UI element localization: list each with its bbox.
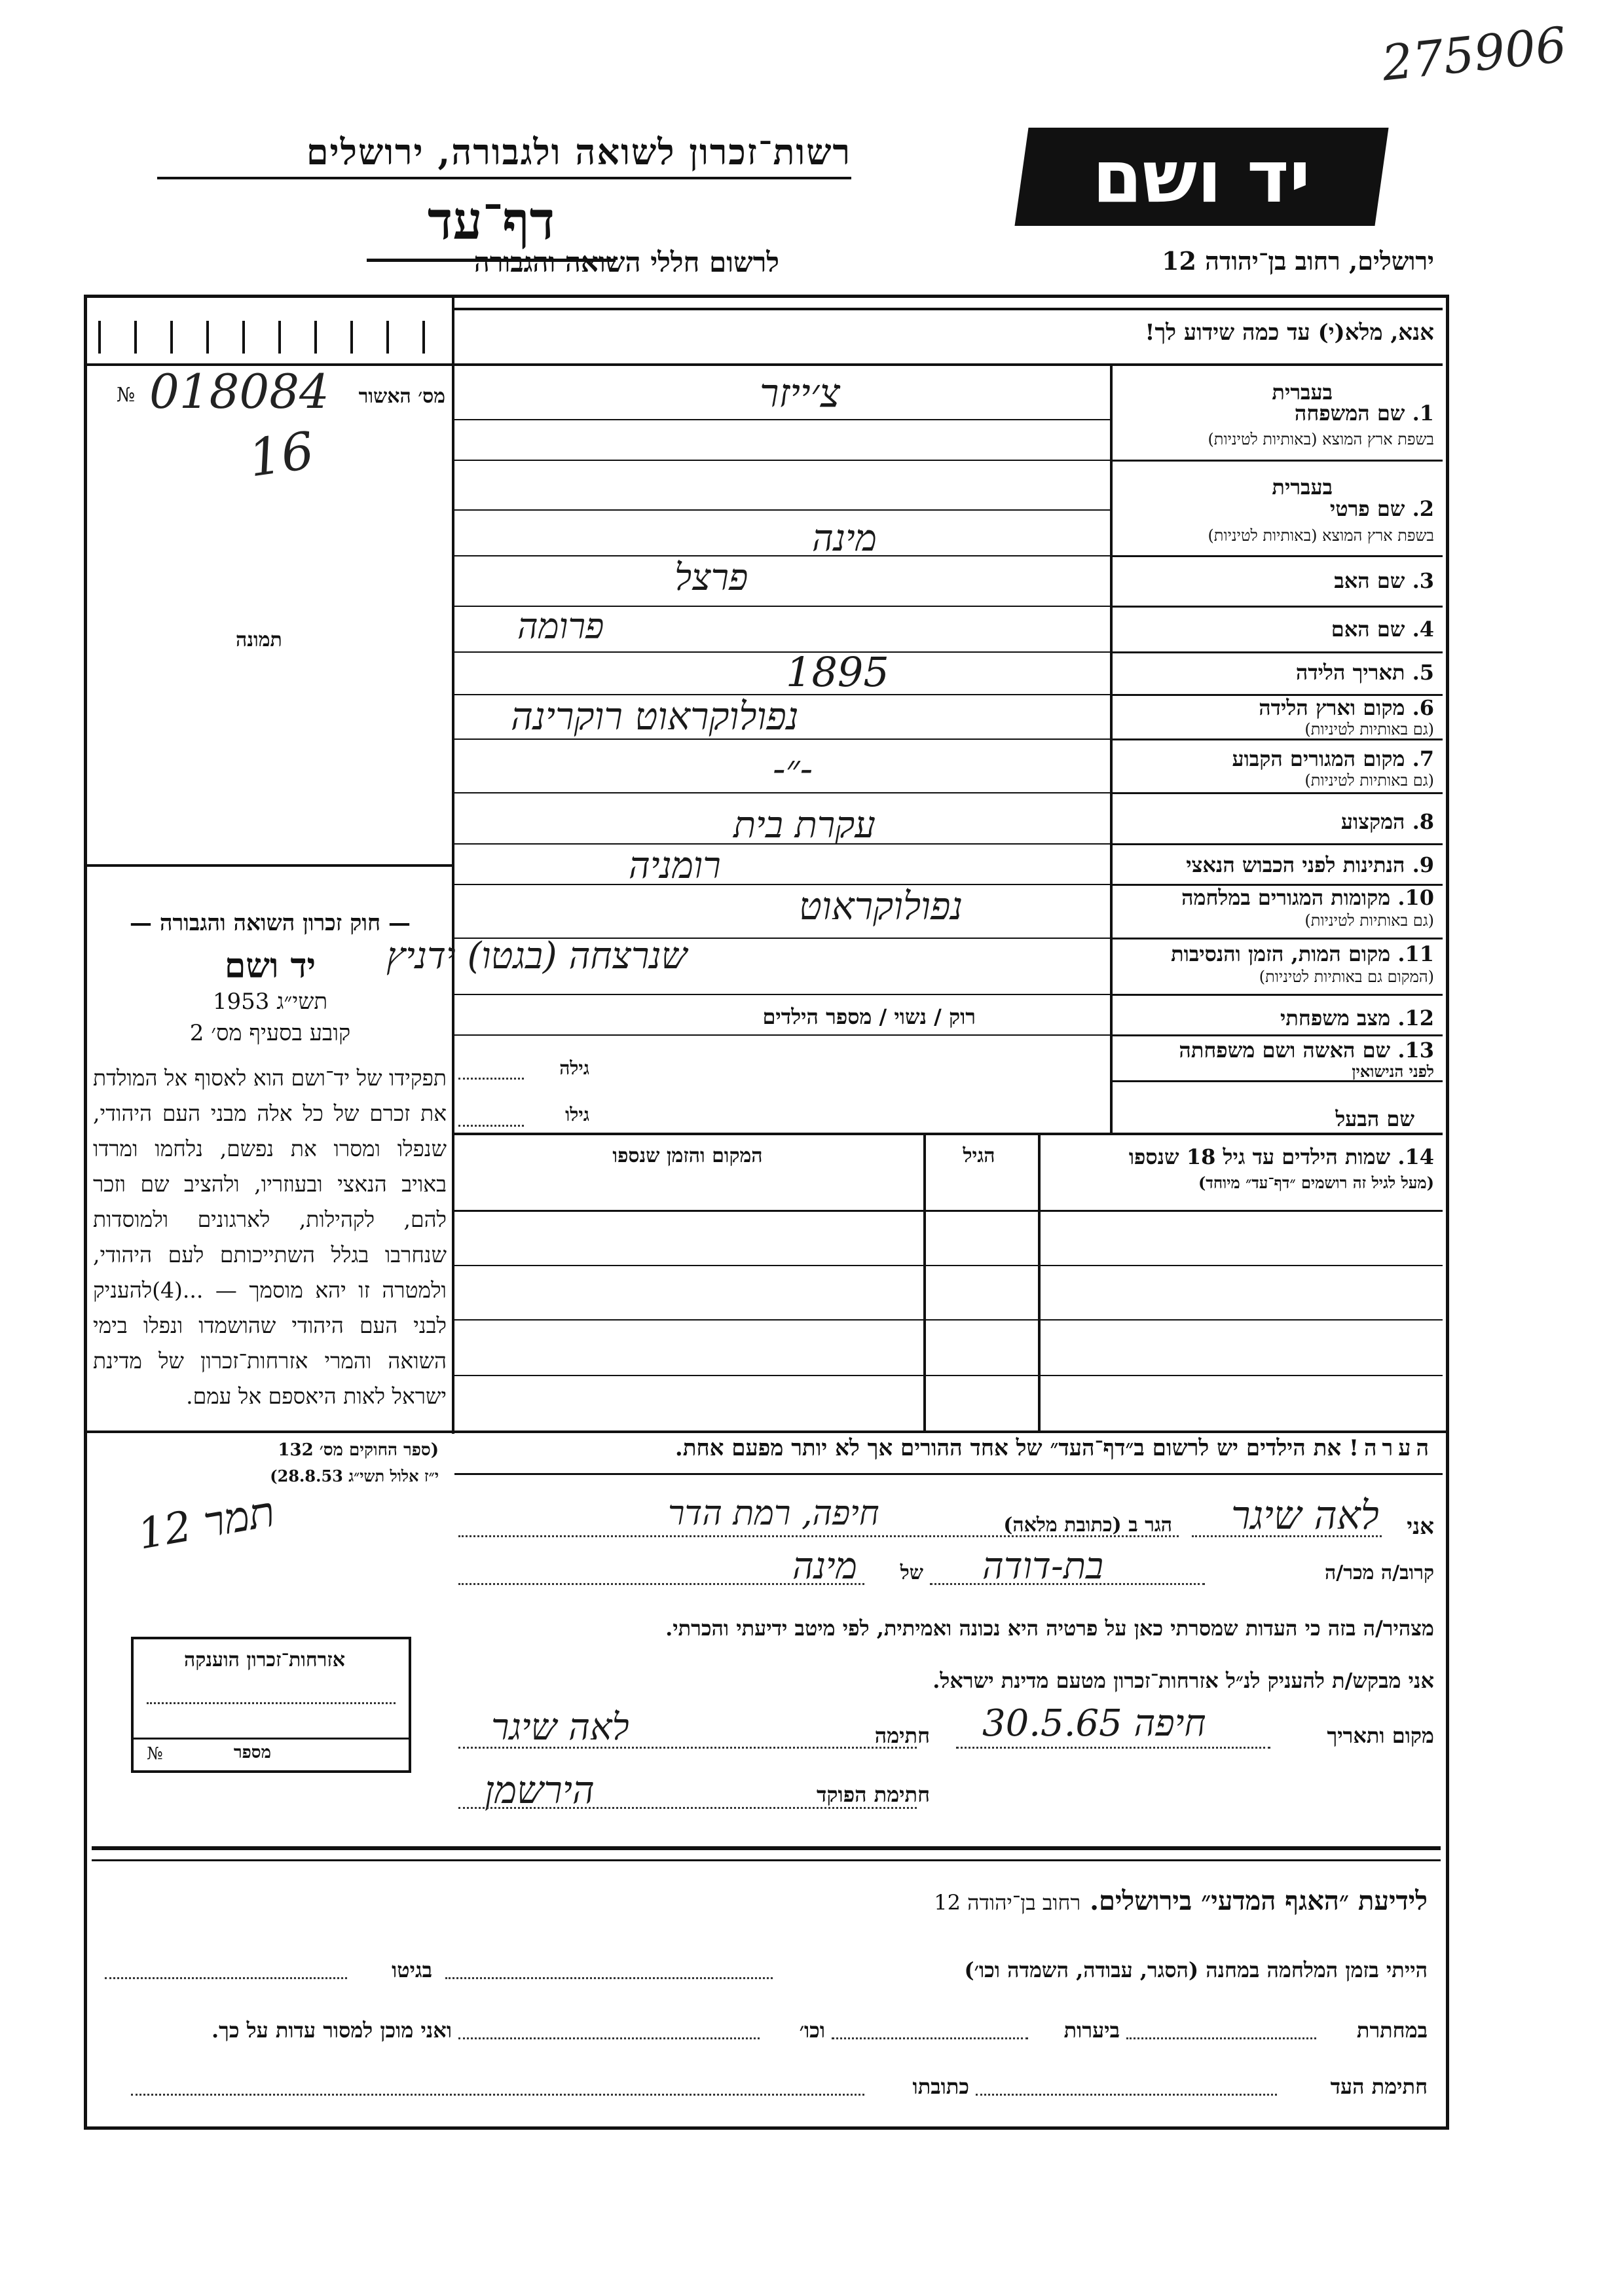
footer-frame bbox=[84, 1865, 1449, 2130]
footer-witness-sign: חתימת העד bbox=[1330, 2074, 1428, 2099]
field-1-value: צ׳ייזר bbox=[760, 371, 840, 416]
field-2-value: מינה bbox=[812, 517, 877, 560]
husband-label: שם הבעל bbox=[1335, 1106, 1414, 1131]
decl-of: של bbox=[900, 1561, 923, 1584]
logo-text: יד ושם bbox=[1092, 135, 1311, 219]
note-label: הערה! bbox=[1349, 1435, 1434, 1461]
field-2-label bbox=[1330, 496, 1434, 521]
field-6-text: מקום וארץ הלידה bbox=[1259, 695, 1405, 720]
decl-ani: אני bbox=[1407, 1514, 1434, 1540]
officer-signature: הירשמן bbox=[485, 1768, 595, 1812]
field-2-sub: בשפת ארץ המוצא (באותיות לטיניות) bbox=[1208, 526, 1434, 545]
field-1-text: שם המשפחה bbox=[1294, 401, 1405, 426]
header-address: ירושלים, רחוב בן־יהודה 12 bbox=[1162, 246, 1434, 276]
footer-heading-text: לידיעת ״האגף המדעי״ בירושלים. bbox=[1090, 1886, 1428, 1916]
approval-label: מס׳ האשור bbox=[358, 385, 445, 408]
footer-willing: ואני מוכן למסור עדות על כך. bbox=[211, 2018, 452, 2043]
decl-of-name: מינה bbox=[792, 1545, 857, 1588]
field-11-label bbox=[1171, 941, 1434, 966]
law-name: יד ושם bbox=[224, 946, 316, 986]
hebrew-tag-2: בעברית bbox=[1272, 475, 1333, 500]
field-9-label bbox=[1186, 852, 1434, 877]
law-title: — חוק זכרון השואה והגבורה — bbox=[130, 910, 411, 936]
officer-label: חתימת הפוקד bbox=[817, 1782, 930, 1807]
field-11-value: שנרצחה (בגטו) ידניץ bbox=[386, 935, 688, 977]
decl-relation: בת-דודה bbox=[982, 1545, 1104, 1588]
children-label bbox=[1129, 1144, 1434, 1169]
cert-title: אזרחות־זכרון הוענקה bbox=[183, 1649, 346, 1671]
authority-title: רשות־זכרון לשואה ולגבורה, ירושלים bbox=[157, 131, 851, 179]
field-3-value: פרצל bbox=[674, 556, 748, 599]
field-7-value: -״- bbox=[773, 746, 813, 791]
field-4-label bbox=[1331, 617, 1434, 642]
field-9-value: רומניה bbox=[629, 845, 721, 887]
children-num: 14. bbox=[1397, 1144, 1434, 1169]
children-sub: (מעל לגיל זה רושמים ״דף־עד״ מיוחד) bbox=[1198, 1173, 1434, 1192]
decl-request: אני מבקש/ת להעניק לנ״ל אזרחות־זכרון מטעם מדינת ישראל. bbox=[932, 1668, 1434, 1693]
field-13-num: 13. bbox=[1397, 1038, 1434, 1063]
field-9-text: הנתינות לפני הכבוש הנאצי bbox=[1186, 852, 1405, 877]
field-11-num: 11. bbox=[1397, 941, 1434, 966]
footer-address: רחוב בן־יהודה 12 bbox=[934, 1890, 1081, 1915]
field-3-text: שם האב bbox=[1334, 568, 1405, 593]
field-1-num: 1. bbox=[1412, 401, 1434, 426]
form-title: דף־עד bbox=[427, 190, 555, 251]
field-5-text: תאריך הלידה bbox=[1295, 660, 1405, 685]
field-2-text: שם פרטי bbox=[1329, 496, 1405, 521]
cert-box bbox=[131, 1637, 411, 1773]
field-6-num: 6. bbox=[1412, 695, 1434, 720]
note bbox=[458, 1435, 1434, 1461]
field-11-text: מקום המות, הזמן והנסיבות bbox=[1171, 941, 1391, 966]
field-12-options: רוק / נשוי / מספר הילדים bbox=[762, 1004, 976, 1029]
husband-value-label: גילו bbox=[565, 1104, 589, 1125]
field-7-text: מקום המגורים הקבוע bbox=[1232, 746, 1405, 771]
approval-number: 018084 bbox=[149, 364, 329, 419]
footer-ghetto: בגיטו bbox=[392, 1958, 432, 1982]
field-1-sub: בשפת ארץ המוצא (באותיות לטיניות) bbox=[1208, 430, 1434, 448]
form-subtitle: לרשום חללי השואה והגבורה bbox=[473, 246, 779, 278]
field-13-sub: לפני הנישואין bbox=[1352, 1062, 1434, 1081]
field-1-label bbox=[1295, 401, 1434, 426]
field-12-label bbox=[1280, 1006, 1434, 1030]
law-ref-1: (ספר החוקים מס׳ 132 bbox=[278, 1440, 439, 1460]
decl-address: חיפה, רמת הדר bbox=[668, 1494, 879, 1533]
field-5-value: 1895 bbox=[786, 648, 889, 696]
field-12-text: מצב משפחתי bbox=[1280, 1006, 1391, 1030]
field-8-value: עקרת בית bbox=[733, 804, 876, 847]
field-3-label bbox=[1334, 568, 1434, 593]
field-10-label bbox=[1181, 885, 1434, 910]
field-11-sub: (המקום גם באותיות לטיניות) bbox=[1259, 968, 1434, 986]
instruction-text: אנא, מלא(י) עד כמה שידוע לך! bbox=[1145, 319, 1434, 346]
field-10-text: מקומות המגורים במלחמה bbox=[1181, 885, 1391, 910]
field-4-num: 4. bbox=[1412, 617, 1434, 642]
decl-resides: הגר ב (כתובת מלאה) bbox=[1003, 1514, 1172, 1537]
field-8-label bbox=[1341, 809, 1434, 834]
field-3-num: 3. bbox=[1412, 568, 1434, 593]
field-4-text: שם האם bbox=[1331, 617, 1405, 642]
field-8-num: 8. bbox=[1412, 809, 1434, 834]
field-5-num: 5. bbox=[1412, 660, 1434, 685]
field-6-label bbox=[1259, 695, 1434, 720]
field-8-text: המקצוע bbox=[1340, 809, 1405, 834]
field-4-value: פרומה bbox=[517, 606, 604, 647]
decl-relative: קרוב/ה מכר/ה bbox=[1325, 1561, 1434, 1584]
field-2-num: 2. bbox=[1412, 496, 1434, 521]
law-ref-2: י״ז אלול תשי״ג 28.8.53) bbox=[270, 1467, 439, 1485]
field-13-text: שם האשה ושם משפחתה bbox=[1179, 1038, 1391, 1063]
place-date-label: מקום ותאריך bbox=[1327, 1723, 1434, 1748]
footer-address-label: כתובתו bbox=[912, 2074, 969, 2099]
yad-vashem-logo bbox=[1014, 128, 1388, 226]
law-year: תשי״ג 1953 bbox=[212, 989, 328, 1015]
decl-name: לאה שיגר bbox=[1231, 1493, 1379, 1539]
field-7-label bbox=[1232, 746, 1434, 771]
children-text: שמות הילדים עד גיל 18 שנספו bbox=[1128, 1144, 1391, 1169]
law-text: תפקידו של יד־ושם הוא לאסוף אל המולדת את זכרם של כל אלה מבני העם היהודי, שנפלו ומסרו את נפשם, נלחמו ומרדו באויב הנאצי ובעוזריו, ולהציב שם וזכר להם, לקהילות, לארגונים ולמוסדות שנחרבו בגלל השתייכותם לעם היהודי, ולמטרה זו יהא מוסמך — ...(4)להעניק לבני העם היהודי שהושמדו ונפלו בימי השואה והמרי אזרחות־זכרון של מדינת ישראל לאות היאספם אל עמם. bbox=[93, 1065, 447, 1409]
signature-label: חתימה bbox=[874, 1723, 930, 1748]
field-13-value-label: גילה bbox=[559, 1057, 589, 1079]
field-9-num: 9. bbox=[1412, 852, 1434, 877]
field-7-sub: (גם באותיות לטיניות) bbox=[1304, 771, 1434, 790]
footer-underground: במחתרת bbox=[1356, 2018, 1428, 2043]
signature: לאה שיגר bbox=[491, 1706, 629, 1749]
approval-no-sign: № bbox=[117, 384, 136, 407]
cert-no: № bbox=[147, 1744, 163, 1764]
cert-number-label: מספר bbox=[233, 1743, 271, 1762]
decl-extra: תמר 12 bbox=[134, 1487, 279, 1559]
field-10-value: נפולוקראוט bbox=[799, 884, 963, 928]
age-col: הגיל bbox=[963, 1144, 995, 1167]
photo-label: תמונה bbox=[236, 629, 282, 651]
approval-suffix: 16 bbox=[245, 421, 318, 489]
field-7-num: 7. bbox=[1412, 746, 1434, 771]
field-13-label bbox=[1179, 1038, 1434, 1063]
place-date: חיפה 30.5.65 bbox=[982, 1702, 1206, 1745]
footer-etc: וכו׳ bbox=[799, 2018, 825, 2043]
hebrew-tag-1: בעברית bbox=[1272, 380, 1333, 405]
decl-statement: מצהיר/ה בזה כי העדות שמסרתי כאן על פרטיה היא נכונה ואמיתית, לפי מיטב ידיעתי והכרתי. bbox=[665, 1616, 1434, 1641]
footer-line-1: הייתי בזמן המלחמה במחנה (הסגר, עבודה, השמדה וכו׳) bbox=[964, 1958, 1428, 1982]
footer-forests: ביערות bbox=[1063, 2018, 1120, 2043]
field-5-label bbox=[1296, 660, 1434, 685]
note-text: את הילדים יש לרשום ב״דף־העד״ של אחד ההורים אך לא יותר מפעם אחת. bbox=[674, 1435, 1342, 1461]
approval-boxes bbox=[98, 321, 439, 354]
law-section: קובע בסעיף מס׳ 2 bbox=[189, 1020, 351, 1046]
field-12-num: 12. bbox=[1397, 1006, 1434, 1030]
field-10-sub: (גם באותיות לטיניות) bbox=[1304, 911, 1434, 930]
field-6-value: נפולוקראוט רוקרינה bbox=[511, 694, 799, 738]
field-6-sub: (גם באותיות לטיניות) bbox=[1304, 720, 1434, 738]
archive-number: 275906 bbox=[1379, 16, 1570, 92]
place-col: המקום והזמן שנספו bbox=[612, 1144, 763, 1167]
field-10-num: 10. bbox=[1397, 885, 1434, 910]
